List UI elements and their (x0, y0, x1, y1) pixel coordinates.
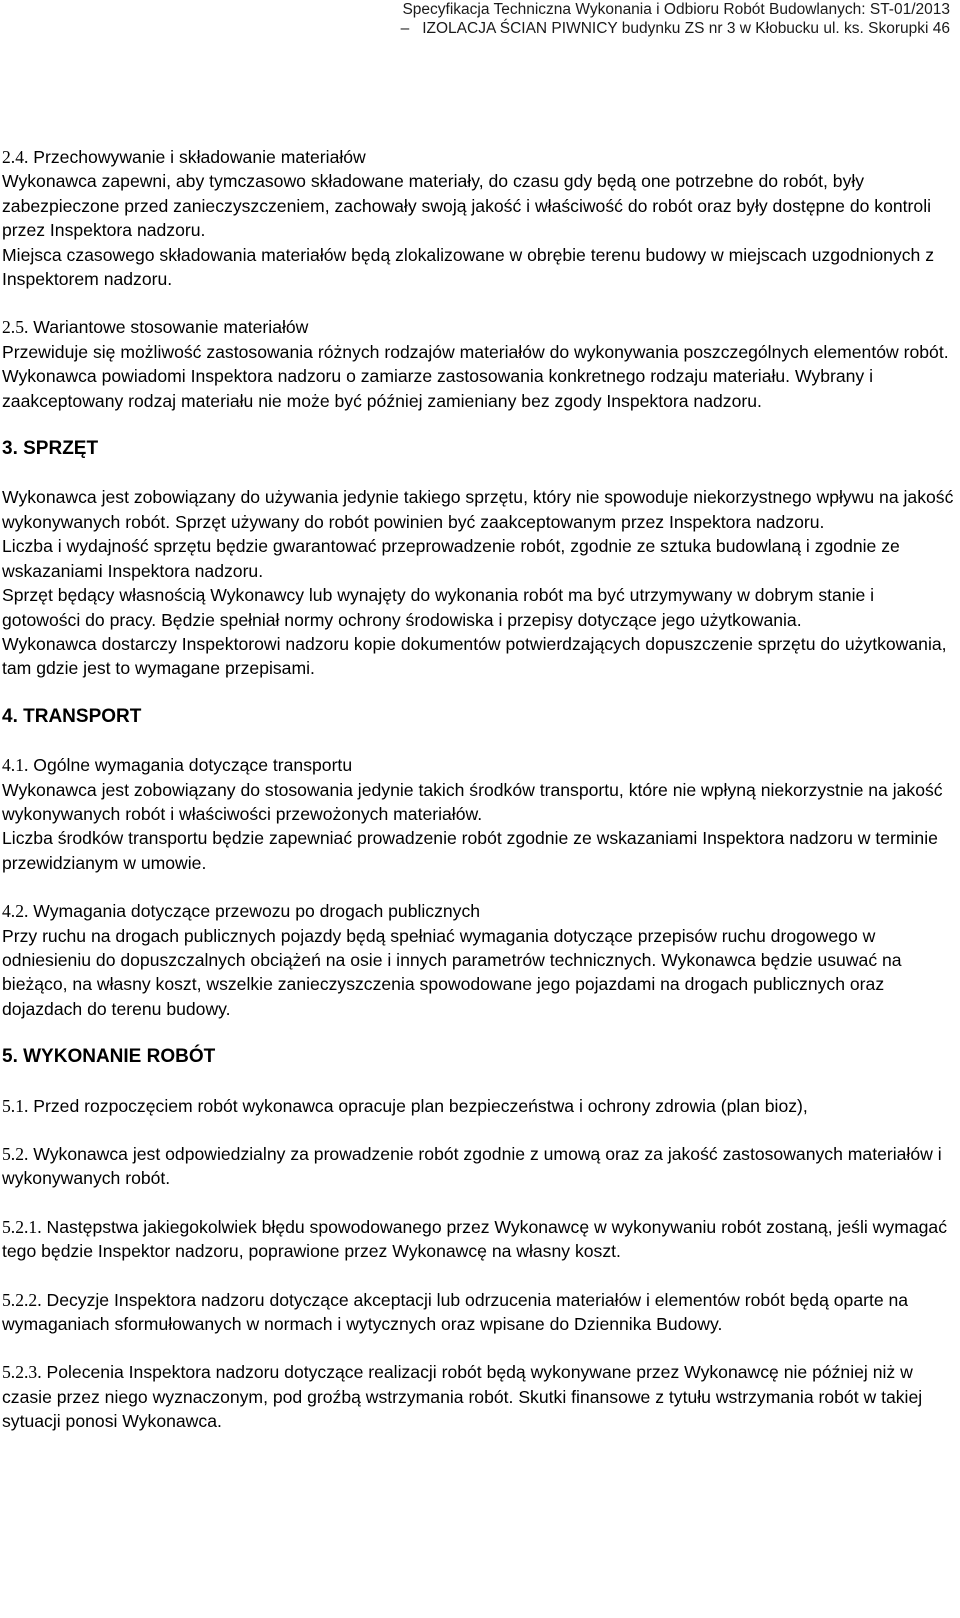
paragraph: Sprzęt będący własnością Wykonawcy lub wynajęty do wykonania robót ma być utrzymywany w dobrym stanie i gotowości do pracy. Będzie spełniał normy ochrony środowiska i przepisy dotyczące jego użytkowania. (2, 585, 875, 630)
section-text: Wykonawca jest odpowiedzialny za prowadzenie robót zgodnie z umową oraz za jakość zastosowanych materiałów i wykonywanych robót. (2, 1144, 942, 1189)
section-number: 2.5. (2, 317, 29, 338)
paragraph: Miejsca czasowego składowania materiałów będą zlokalizowane w obrębie terenu budowy w miejscach uzgodnionych z Inspektorem nadzoru. (2, 244, 934, 290)
header-dash: – (400, 20, 410, 37)
section-text: Polecenia Inspektora nadzoru dotyczące realizacji robót będą wykonywane przez Wykonawcę nie później niż w czasie przez niego wyznaczonym, pod groźbą wstrzymania robót. Skutki finansowe z tytułu wstrzymania robót w takiej sytuacji ponosi Wykonawca. (2, 1362, 923, 1432)
section-number: 5.2. (2, 1144, 29, 1164)
paragraph: Przewiduje się możliwość zastosowania różnych rodzajów materiałów do wykonywania poszczególnych elementów robót. Wykonawca powiadomi Inspektora nadzoru o zamiarze zastosowania konkretnego rodzaju materiału. Wybrany i zaakceptowany rodzaj materiału nie może być później zamieniany bez zgody Inspektora nadzoru. (2, 341, 949, 411)
section-title: Ogólne wymagania dotyczące transportu (33, 755, 353, 776)
paragraph: Wykonawca zapewni, aby tymczasowo składowane materiały, do czasu gdy będą one potrzebne do robót, były zabezpieczone przed zanieczyszczeniem, zachowały swoją jakość i właściwość do robót oraz były dostępne do kontroli przez Inspektora nadzoru. (2, 171, 932, 241)
section-number: 5.1. (2, 1095, 29, 1116)
page-header (401, 0, 950, 38)
section-text: Przed rozpoczęciem robót wykonawca opracuje plan bezpieczeństwa i ochrony zdrowia (plan bioz), (33, 1095, 808, 1116)
section-title: Przechowywanie i składowanie materiałów (33, 147, 366, 167)
section-text: Następstwa jakiegokolwiek błędu spowodowanego przez Wykonawcę w wykonywaniu robót zostaną, jeśli wymagać tego będzie Inspektor nadzoru, poprawione przez Wykonawcę na własny koszt. (2, 1216, 947, 1262)
section-number: 2.4. (2, 147, 29, 167)
paragraph: Wykonawca jest zobowiązany do używania jedynie takiego sprzętu, który nie spowoduje niekorzystnego wpływu na jakość wykonywanych robót. Sprzęt używany do robót powinien być zaakceptowanym przez Inspektora nadzoru. (2, 487, 954, 532)
section-5-2-2 (2, 1288, 954, 1337)
section-number: 5.2.3. (2, 1362, 42, 1383)
section-number: 4.2. (2, 901, 29, 922)
header-project-name: IZOLACJA ŚCIAN PIWNICY budynku ZS nr 3 w Kłobucku ul. ks. Skorupki 46 (422, 20, 950, 37)
header-spec-title: Specyfikacja Techniczna Wykonania i Odbioru Robót Budowlanych: ST-01/2013 (402, 1, 950, 18)
section-text: Decyzje Inspektora nadzoru dotyczące akceptacji lub odrzucenia materiałów i elementów robót będą oparte na wymaganiach sformułowanych w normach i wytycznych oraz wpisane do Dziennika Budowy. (2, 1289, 909, 1335)
section-5-2-3 (2, 1360, 954, 1433)
section-2-5-title (2, 315, 954, 339)
paragraph: Wykonawca dostarczy Inspektorowi nadzoru kopie dokumentów potwierdzających dopuszczenie sprzętu do użytkowania, tam gdzie jest to wymagane przepisami. (2, 633, 947, 679)
section-5-2 (2, 1142, 954, 1191)
section-title: Wymagania dotyczące przewozu po drogach publicznych (33, 901, 481, 922)
document-body (2, 145, 954, 1434)
section-number: 4.1. (2, 755, 29, 776)
section-4-1-title (2, 753, 954, 777)
section-3-heading: 3. SPRZĘT (2, 438, 99, 460)
header-project-title (401, 19, 950, 38)
paragraph: Liczba i wydajność sprzętu będzie gwarantować przeprowadzenie robót, zgodnie ze sztuka budowlaną i zgodnie ze wskazaniami Inspektora nadzoru. (2, 536, 900, 581)
section-4-2-title (2, 899, 954, 923)
section-title: Wariantowe stosowanie materiałów (33, 317, 309, 338)
section-number: 5.2.2. (2, 1289, 42, 1310)
section-5-heading: 5. WYKONANIE ROBÓT (2, 1046, 216, 1068)
paragraph: Liczba środków transportu będzie zapewniać prowadzenie robót zgodnie ze wskazaniami Inspektora nadzoru w terminie przewidzianym w umowie. (2, 828, 938, 873)
section-4-heading: 4. TRANSPORT (2, 705, 142, 727)
section-2-4-title (2, 145, 954, 169)
section-5-2-1 (2, 1215, 954, 1264)
section-number: 5.2.1. (2, 1216, 42, 1237)
paragraph: Przy ruchu na drogach publicznych pojazdy będą spełniać wymagania dotyczące przepisów ruchu drogowego w odniesieniu do dopuszczalnych obciążeń na osie i innych parametrów technicznych. Wykonawca będzie usuwać na bieżąco, na własny koszt, wszelkie zanieczyszczenia spowodowane jego pojazdami na drogach publicznych oraz dojazdach do terenu budowy. (2, 925, 902, 1019)
paragraph: Wykonawca jest zobowiązany do stosowania jedynie takich środków transportu, które nie wpłyną niekorzystnie na jakość wykonywanych robót i właściwości przewożonych materiałów. (2, 779, 943, 824)
section-5-1 (2, 1094, 954, 1118)
